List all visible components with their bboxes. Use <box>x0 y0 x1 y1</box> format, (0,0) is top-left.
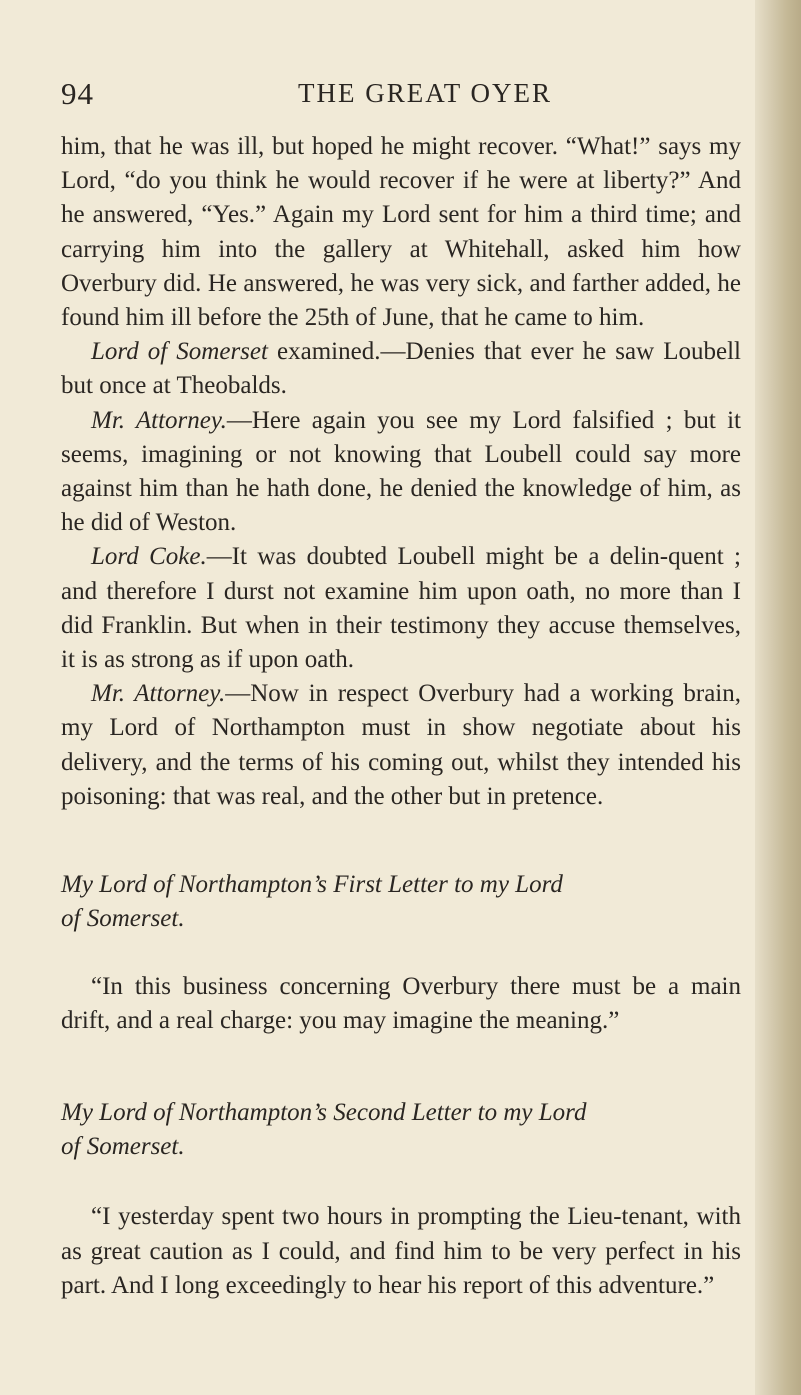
letter-heading-sub: of Somerset. <box>61 1133 185 1161</box>
body-text <box>61 130 741 1303</box>
paragraph <box>61 677 741 814</box>
page-edge <box>755 0 801 1395</box>
paragraph: him, that he was ill, but hoped he might recover. “What!” says my Lord, “do you think he would recover if he were at liberty?” And he answered, “Yes.” Again my Lord sent for him a third time; and carrying him into the gallery at Whitehall, asked him how Overbury did. He answered, he was very sick, and farther added, he found him ill before the 25th of June, that he came to him. <box>61 133 741 332</box>
letter-heading: My Lord of Northampton’s Second Letter to my Lord <box>61 1099 587 1127</box>
paragraph-text: —It was doubted Loubell might be a delin-quent ; and therefore I durst not examine him upon oath, no more than I did Franklin. But when in their testimony they accuse themselves, it is as strong as if upon oath. <box>61 543 741 674</box>
letter-text: “I yesterday spent two hours in prompting the Lieu-tenant, with as great caution as I could, and find him to be very perfect in his part. And I long exceedingly to hear his report of this adventure.” <box>61 1203 741 1299</box>
paragraph-text: —Here again you see my Lord falsified ; but it seems, imagining or not knowing that Loubell could say more against him than he hath done, he denied the knowledge of him, as he did of Weston. <box>61 406 741 537</box>
paragraph-text: —Now in respect Overbury had a working brain, my Lord of Northampton must in show negotiate about his delivery, and the terms of his coming out, whilst they intended his poisoning: that was real, and the other but in pretence. <box>61 680 741 810</box>
page-number: 94 <box>61 76 94 111</box>
paragraph <box>61 404 741 541</box>
letter-heading: My Lord of Northampton’s First Letter to my Lord <box>61 871 563 899</box>
paragraph-text: examined.—Denies that ever he saw Loubell but once at Theobalds. <box>61 338 741 400</box>
letter-text: “In this business concerning Overbury there must be a main drift, and a real charge: you may imagine the meaning.” <box>61 973 741 1035</box>
speaker-label: Mr. Attorney. <box>91 406 227 434</box>
speaker-label: Lord of Somerset <box>91 338 268 366</box>
running-head: THE GREAT OYER <box>298 78 552 108</box>
page-header <box>61 76 741 116</box>
letter-heading-sub: of Somerset. <box>61 905 185 933</box>
paragraph <box>61 540 741 677</box>
speaker-label: Lord Coke. <box>91 543 207 571</box>
paragraph <box>61 335 741 403</box>
speaker-label: Mr. Attorney. <box>91 680 226 708</box>
